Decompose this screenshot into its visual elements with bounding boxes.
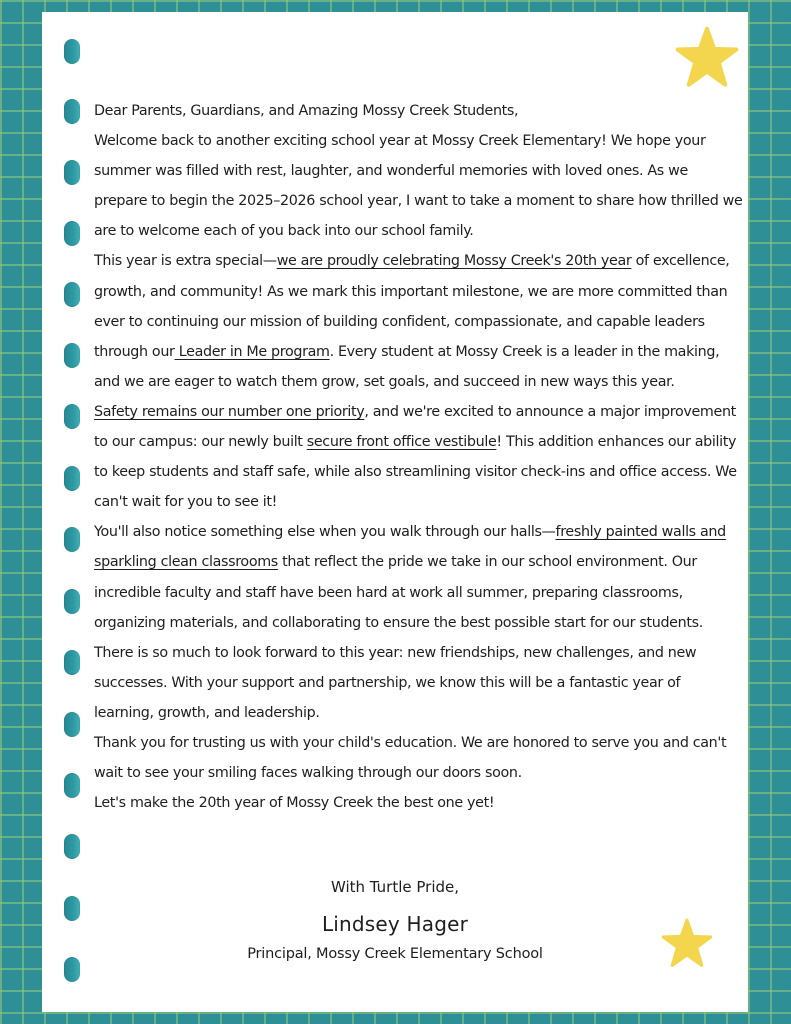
paragraph-safety [94, 397, 744, 517]
binder-hole [64, 99, 80, 124]
binder-hole [64, 712, 80, 737]
paragraph-welcome: Welcome back to another exciting school year at Mossy Creek Elementary! We hope your summer was filled with rest, laughter, and wonderful memories with loved ones. As we prepare to begin the 2025–2026 school year, I want to take a moment to share how thrilled we are to welcome each of you back into our school family. [94, 133, 743, 240]
signature-title: Principal, Mossy Creek Elementary School [247, 946, 543, 962]
signature-name: Lindsey Hager [321, 912, 469, 936]
highlight-leader-in-me: Leader in Me program [174, 343, 330, 360]
text: This year is extra special— [94, 253, 277, 270]
paragraph-looking-forward: There is so much to look forward to this year: new friendships, new challenges, and new successes. With your support and partnership, we know this will be a fantastic year of learning, growth, and leadership. [94, 644, 697, 721]
text: You'll also notice something else when you walk through our halls— [94, 524, 556, 541]
binder-hole [64, 404, 80, 429]
binder-hole [64, 650, 80, 675]
binder-hole [64, 773, 80, 798]
binder-hole [64, 39, 80, 64]
binder-hole [64, 527, 80, 552]
signature-closing: With Turtle Pride, [330, 878, 460, 896]
text: that reflect the pride we take in our school environment. Our incredible faculty and staff have been hard at work all summer, preparing classrooms, organizing materials, and collaborating to ensure the best possible start for our students. [94, 554, 703, 631]
letter-body [94, 96, 744, 818]
paragraph-anniversary [94, 246, 744, 396]
paragraph-halls [94, 517, 744, 637]
text: , and we're excited to announce a major improvement to our campus: our newly built [94, 403, 736, 451]
text: ! This addition enhances our ability to keep students and staff safe, while also streamlining visitor check-ins and office access. We can't wait for you to see it! [94, 434, 737, 511]
binder-hole [64, 282, 80, 307]
binder-hole [64, 589, 80, 614]
binder-hole [64, 221, 80, 246]
binder-hole [64, 466, 80, 491]
highlight-safety: Safety remains our number one priority [94, 403, 365, 420]
binder-hole [64, 834, 80, 859]
highlight-vestibule: secure front office vestibule [306, 434, 497, 451]
greeting: Dear Parents, Guardians, and Amazing Mossy Creek Students, [94, 103, 519, 119]
text: of excellence, growth, and community! As we mark this important milestone, we are more committed than ever to continuing our mission of building confident, compassionate, and capable leaders through our [94, 253, 730, 360]
star-icon [674, 26, 740, 88]
paragraph-closing-line: Let's make the 20th year of Mossy Creek the best one yet! [94, 795, 495, 812]
binder-hole [64, 160, 80, 185]
text: . Every student at Mossy Creek is a leader in the making, and we are eager to watch them grow, set goals, and succeed in new ways this year. [94, 343, 720, 390]
paragraph-thanks: Thank you for trusting us with your child's education. We are honored to serve you and can't wait to see your smiling faces walking through our doors soon. [94, 734, 727, 782]
highlight-painted-walls: freshly painted walls and sparkling clean classrooms [94, 524, 726, 571]
letter-paper [42, 12, 748, 1012]
highlight-20th-year: we are proudly celebrating Mossy Creek's 20th year [276, 253, 632, 270]
binder-hole [64, 343, 80, 368]
